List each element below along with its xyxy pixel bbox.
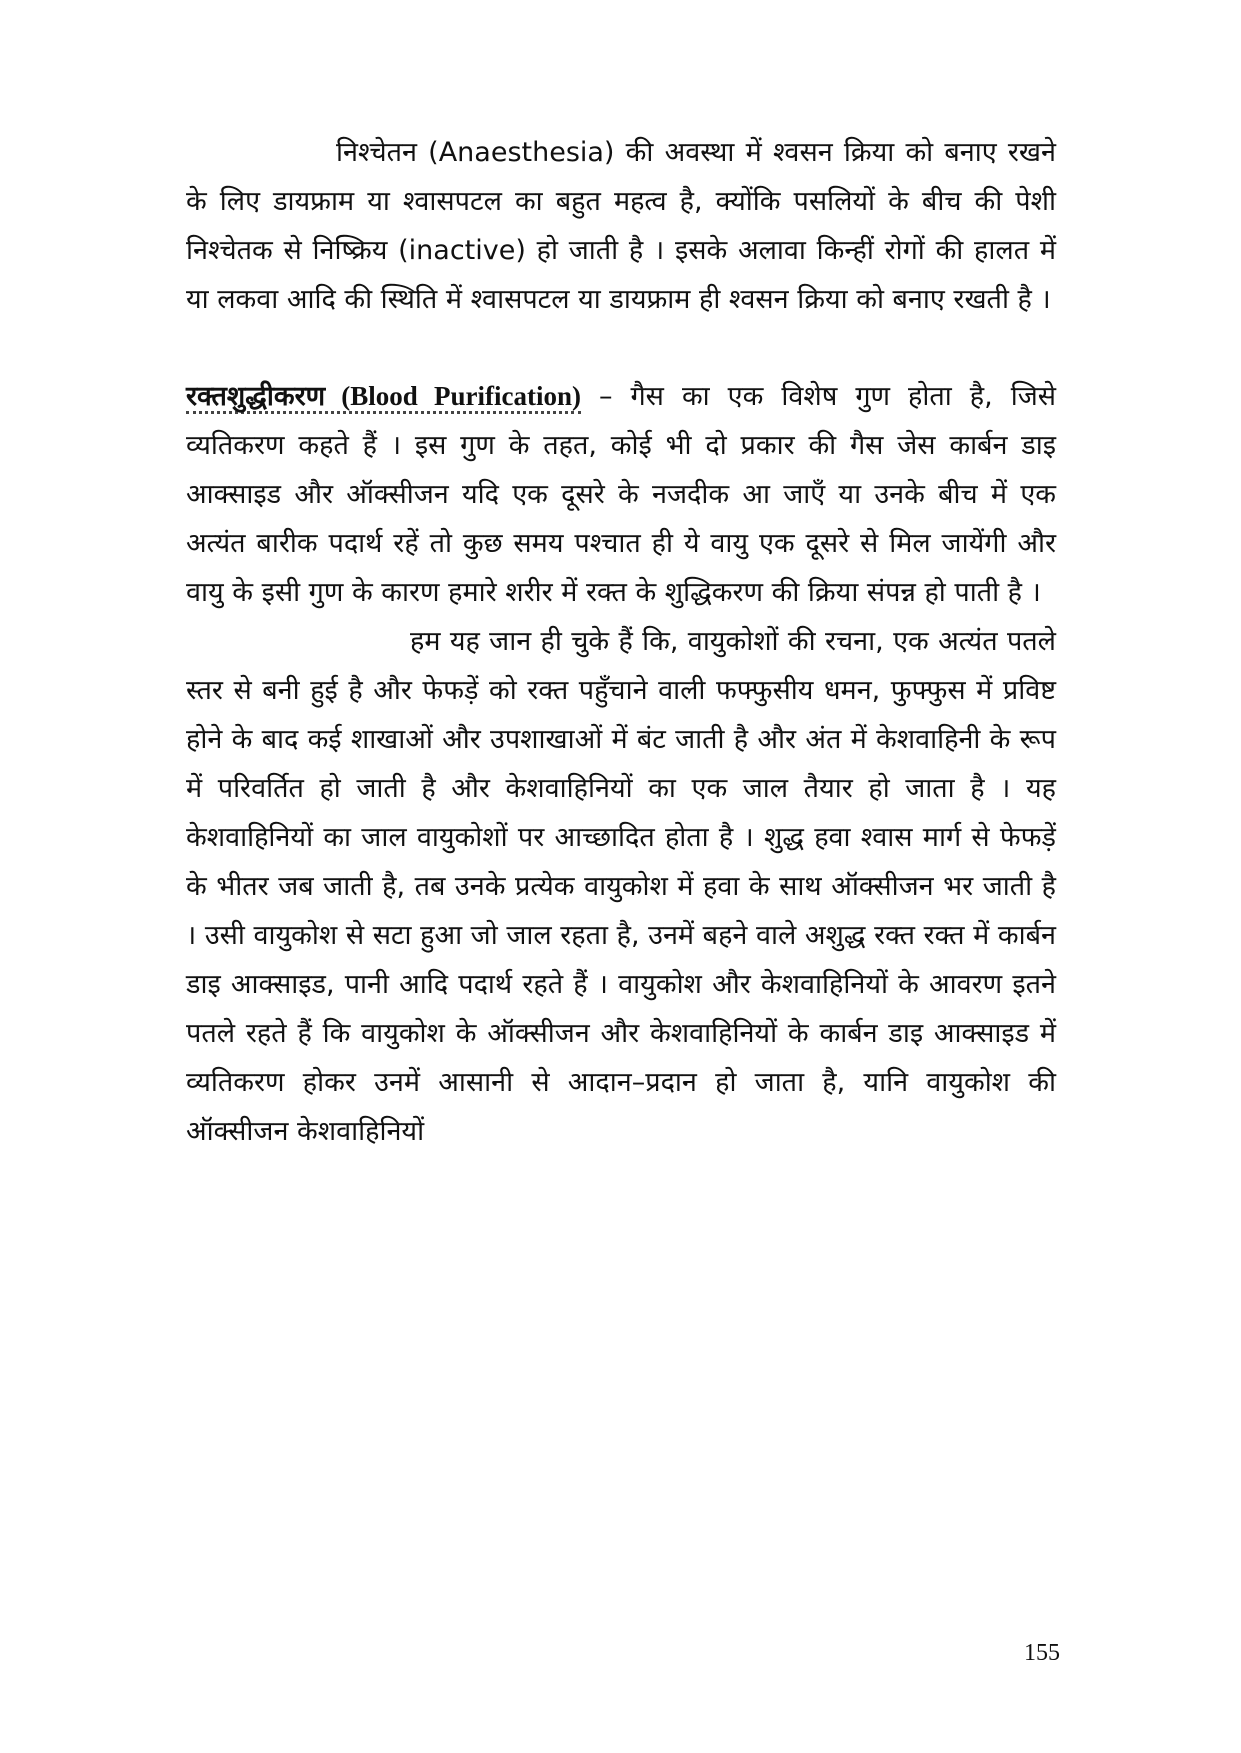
section-heading: रक्तशुद्धीकरण (Blood Purification): [186, 381, 581, 414]
heading-dash: –: [580, 381, 631, 412]
page-number: 155: [1024, 1640, 1060, 1666]
paragraph-blood-purification: [186, 372, 1056, 617]
document-page: [186, 128, 1056, 1156]
paragraph-alveoli: हम यह जान ही चुके हैं कि, वायुकोशों की रचना, एक अत्यंत पतले स्तर से बनी हुई है और फेफड़ें को रक्त पहुँचाने वाली फफ्फुसीय धमन, फुफ्फुस में प्रविष्ट होने के बाद कई शाखाओं और उपशाखाओं में बंट जाती है और अंत में केशवाहिनी के रूप में परिवर्तित हो जाती है और केशवाहिनियों का एक जाल तैयार हो जाता है । यह केशवाहिनियों का जाल वायुकोशों पर आच्छादित होता है । शुद्ध हवा श्वास मार्ग से फेफड़ें के भीतर जब जाती है, तब उनके प्रत्येक वायुकोश में हवा के साथ ऑक्सीजन भर जाती है । उसी वायुकोश से सटा हुआ जो जाल रहता है, उनमें बहने वाले अशुद्ध रक्त रक्त में कार्बन डाइ आक्साइड, पानी आदि पदार्थ रहते हैं । वायुकोश और केशवाहिनियों के आवरण इतने पतले रहते हैं कि वायुकोश के ऑक्सीजन और केशवाहिनियों के कार्बन डाइ आक्साइड में व्यतिकरण होकर उनमें आसानी से आदान–प्रदान हो जाता है, यानि वायुकोश की ऑक्सीजन केशवाहिनियों: [186, 626, 1056, 1147]
paragraph-anaesthesia: निश्चेतन (Anaesthesia) की अवस्था में श्वसन क्रिया को बनाए रखने के लिए डायफ्राम या श्वासपटल का बहुत महत्व है, क्योंकि पसलियों के बीच की पेशी निश्चेतक से निष्क्रिय (inactive) हो जाती है । इसके अलावा किन्हीं रोगों की हालत में या लकवा आदि की स्थिति में श्वासपटल या डायफ्राम ही श्वसन क्रिया को बनाए रखती है ।: [186, 137, 1056, 315]
paragraph-blood-purification-text: गैस का एक विशेष गुण होता है, जिसे व्यतिकरण कहते हैं । इस गुण के तहत, कोई भी दो प्रकार की गैस जेस कार्बन डाइ आक्साइड और ऑक्सीजन यदि एक दूसरे के नजदीक आ जाएँ या उनके बीच में एक अत्यंत बारीक पदार्थ रहें तो कुछ समय पश्चात ही ये वायु एक दूसरे से मिल जायेंगी और वायु के इसी गुण के कारण हमारे शरीर में रक्त के शुद्धिकरण की क्रिया संपन्न हो पाती है ।: [186, 381, 1056, 608]
